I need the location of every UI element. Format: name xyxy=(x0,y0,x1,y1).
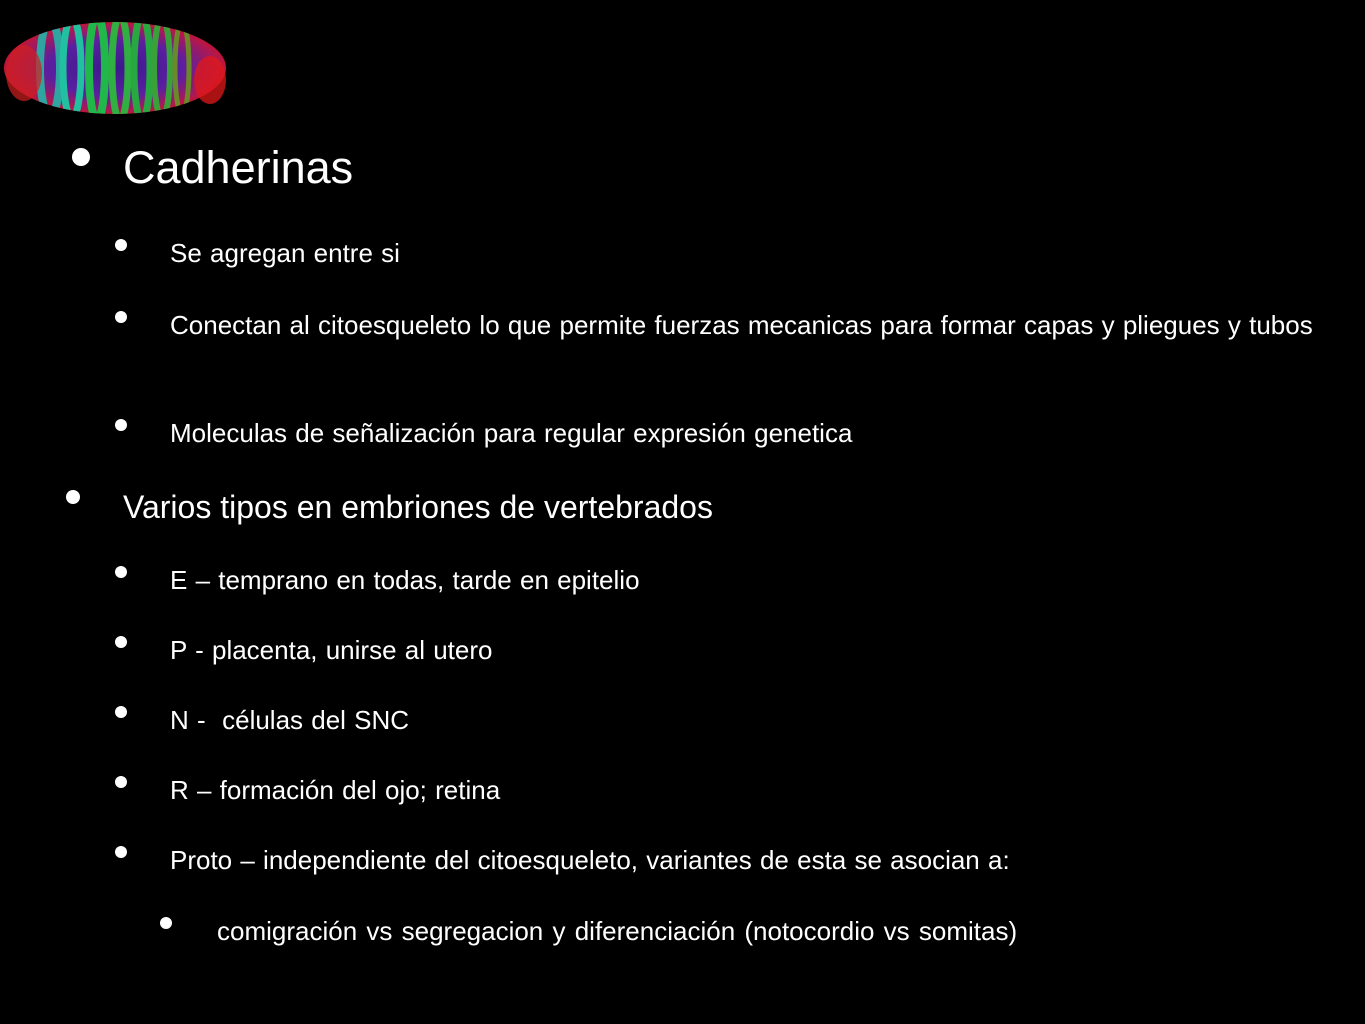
bullet-dot xyxy=(115,776,127,788)
bullet-dot xyxy=(115,566,127,578)
bullet-dot xyxy=(66,490,80,504)
bullet-heading-cadherinas: Cadherinas xyxy=(123,142,354,193)
bullet-dot xyxy=(160,917,172,929)
bullet-dot xyxy=(115,636,127,648)
bullet-dot xyxy=(115,706,127,718)
bullet-item: E – temprano en todas, tarde en epitelio xyxy=(170,565,640,595)
bullet-item: Se agregan entre si xyxy=(170,238,400,268)
bullet-dot xyxy=(115,419,127,431)
bullet-dot xyxy=(72,148,90,166)
bullet-item: P - placenta, unirse al utero xyxy=(170,635,493,665)
bullet-item: Conectan al citoesqueleto lo que permite fuerzas mecanicas para formar capas y pliegues y tubos xyxy=(170,310,1313,340)
bullet-subitem: comigración vs segregacion y diferenciación (notocordio vs somitas) xyxy=(217,916,1018,946)
bullet-item: Proto – independiente del citoesqueleto, variantes de esta se asocian a: xyxy=(170,845,1010,875)
bullet-dot xyxy=(115,311,127,323)
embryo-stripes-icon xyxy=(2,18,228,118)
bullet-item: Moleculas de señalización para regular expresión genetica xyxy=(170,418,853,448)
bullet-dot xyxy=(115,846,127,858)
bullet-heading-varios-tipos: Varios tipos en embriones de vertebrados xyxy=(123,489,713,525)
bullet-item: R – formación del ojo; retina xyxy=(170,775,501,805)
bullet-item: N - células del SNC xyxy=(170,705,410,735)
bullet-dot xyxy=(115,239,127,251)
